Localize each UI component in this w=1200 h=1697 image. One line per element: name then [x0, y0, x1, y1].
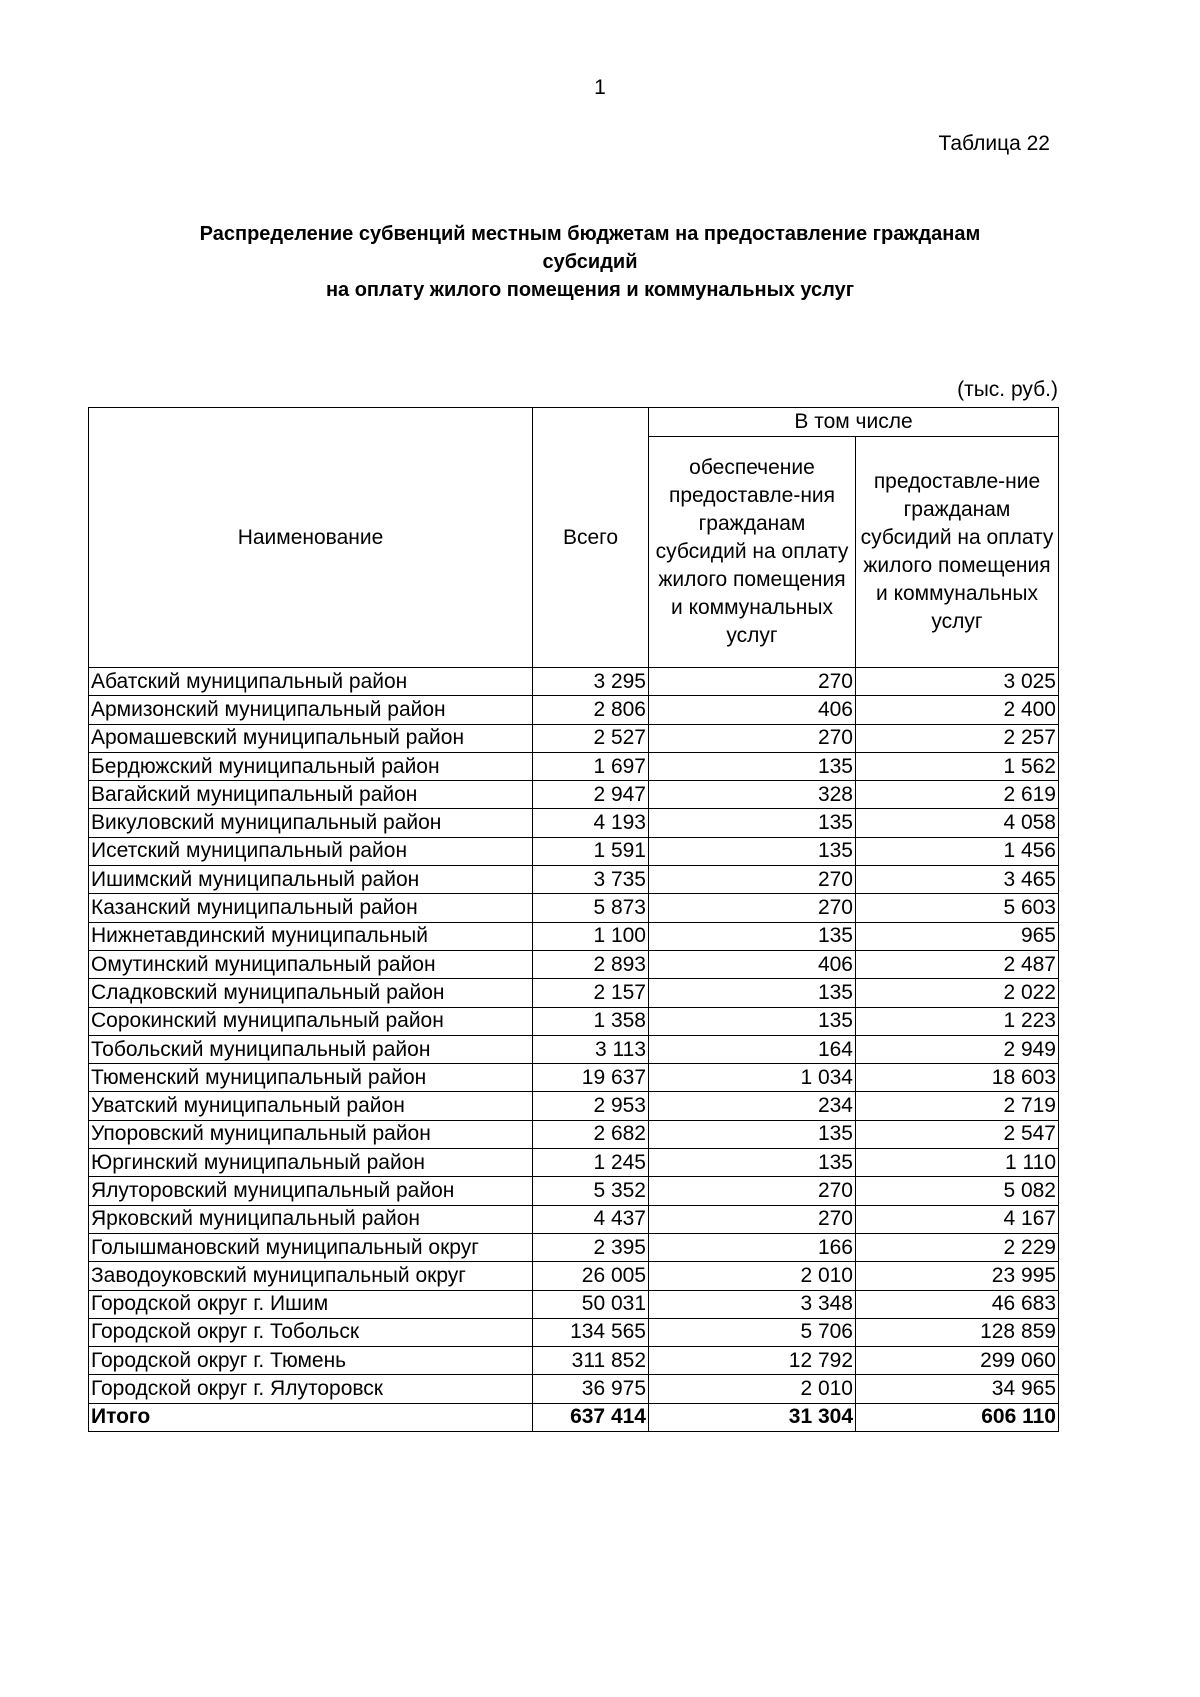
cell-name: Городской округ г. Ялуторовск: [89, 1375, 533, 1403]
cell-grant: 4 167: [856, 1205, 1059, 1233]
cell-grant: 2 719: [856, 1092, 1059, 1120]
cell-provision: 234: [649, 1092, 856, 1120]
cell-grant: 1 562: [856, 752, 1059, 780]
title-line: Распределение субвенций местным бюджетам на предоставление гражданам: [199, 223, 981, 245]
cell-total: 1 100: [533, 922, 649, 950]
cell-name: Сладковский муниципальный район: [89, 979, 533, 1007]
cell-name: Итого: [89, 1403, 533, 1431]
cell-name: Аромашевский муниципальный район: [89, 724, 533, 752]
table-row: [89, 1092, 1059, 1120]
table-row: [89, 894, 1059, 922]
table-row: [89, 1233, 1059, 1261]
cell-name: Нижнетавдинский муниципальный: [89, 922, 533, 950]
header-grant: предоставле-ние гражданам субсидий на оплату жилого помещения и коммунальных услуг: [856, 437, 1059, 668]
cell-provision: 135: [649, 752, 856, 780]
cell-grant: 2 619: [856, 781, 1059, 809]
cell-grant: 2 257: [856, 724, 1059, 752]
cell-provision: 270: [649, 866, 856, 894]
table-row: [89, 866, 1059, 894]
header-group: В том числе: [649, 408, 1059, 437]
table-row: [89, 781, 1059, 809]
cell-total: 2 527: [533, 724, 649, 752]
table-row: [89, 1318, 1059, 1346]
cell-grant: 606 110: [856, 1403, 1059, 1431]
cell-grant: 1 110: [856, 1149, 1059, 1177]
cell-total: 2 157: [533, 979, 649, 1007]
header-name: Наименование: [89, 408, 533, 668]
cell-grant: 5 082: [856, 1177, 1059, 1205]
cell-grant: 2 547: [856, 1120, 1059, 1148]
cell-total: 3 113: [533, 1035, 649, 1063]
cell-provision: 135: [649, 1007, 856, 1035]
cell-provision: 135: [649, 837, 856, 865]
cell-name: Уватский муниципальный район: [89, 1092, 533, 1120]
header-total: Всего: [533, 408, 649, 668]
cell-total: 50 031: [533, 1290, 649, 1318]
cell-name: Вагайский муниципальный район: [89, 781, 533, 809]
cell-name: Ялуторовский муниципальный район: [89, 1177, 533, 1205]
cell-provision: 135: [649, 979, 856, 1007]
cell-name: Абатский муниципальный район: [89, 668, 533, 696]
subsidy-table: [88, 407, 1059, 1432]
cell-name: Казанский муниципальный район: [89, 894, 533, 922]
title-line: субсидий: [542, 251, 638, 273]
table-row: [89, 1205, 1059, 1233]
table-row: [89, 696, 1059, 724]
document-title: [90, 220, 1090, 304]
cell-total: 1 245: [533, 1149, 649, 1177]
table-row: [89, 1347, 1059, 1375]
cell-grant: 5 603: [856, 894, 1059, 922]
unit-label: (тыс. руб.): [957, 378, 1058, 401]
table-row: [89, 1149, 1059, 1177]
cell-total: 637 414: [533, 1403, 649, 1431]
cell-name: Армизонский муниципальный район: [89, 696, 533, 724]
table-row: [89, 837, 1059, 865]
cell-grant: 2 487: [856, 950, 1059, 978]
page-number: 1: [594, 76, 606, 99]
cell-grant: 3 465: [856, 866, 1059, 894]
cell-name: Бердюжский муниципальный район: [89, 752, 533, 780]
cell-name: Сорокинский муниципальный район: [89, 1007, 533, 1035]
table-row: [89, 1120, 1059, 1148]
cell-name: Городской округ г. Ишим: [89, 1290, 533, 1318]
cell-total: 36 975: [533, 1375, 649, 1403]
cell-total: 311 852: [533, 1347, 649, 1375]
table-row: [89, 950, 1059, 978]
cell-grant: 2 949: [856, 1035, 1059, 1063]
cell-total: 4 193: [533, 809, 649, 837]
cell-provision: 1 034: [649, 1064, 856, 1092]
cell-grant: 299 060: [856, 1347, 1059, 1375]
table-row: [89, 922, 1059, 950]
cell-provision: 135: [649, 1149, 856, 1177]
cell-name: Заводоуковский муниципальный округ: [89, 1262, 533, 1290]
cell-provision: 406: [649, 696, 856, 724]
table-row: [89, 752, 1059, 780]
cell-total: 3 295: [533, 668, 649, 696]
table-row: [89, 1035, 1059, 1063]
cell-grant: 23 995: [856, 1262, 1059, 1290]
cell-grant: 2 022: [856, 979, 1059, 1007]
cell-total: 26 005: [533, 1262, 649, 1290]
cell-name: Голышмановский муниципальный округ: [89, 1233, 533, 1261]
cell-provision: 166: [649, 1233, 856, 1261]
table-row: [89, 1262, 1059, 1290]
table-row: [89, 1290, 1059, 1318]
table-row: [89, 1064, 1059, 1092]
table-row: [89, 668, 1059, 696]
cell-grant: 4 058: [856, 809, 1059, 837]
cell-grant: 3 025: [856, 668, 1059, 696]
cell-provision: 5 706: [649, 1318, 856, 1346]
cell-name: Тюменский муниципальный район: [89, 1064, 533, 1092]
cell-name: Упоровский муниципальный район: [89, 1120, 533, 1148]
table-row: [89, 979, 1059, 1007]
cell-grant: 2 229: [856, 1233, 1059, 1261]
cell-total: 134 565: [533, 1318, 649, 1346]
cell-total: 1 697: [533, 752, 649, 780]
table-label: Таблица 22: [938, 132, 1050, 155]
cell-grant: 1 456: [856, 837, 1059, 865]
cell-provision: 135: [649, 809, 856, 837]
cell-name: Тобольский муниципальный район: [89, 1035, 533, 1063]
cell-provision: 270: [649, 894, 856, 922]
cell-grant: 34 965: [856, 1375, 1059, 1403]
cell-total: 5 352: [533, 1177, 649, 1205]
cell-name: Ишимский муниципальный район: [89, 866, 533, 894]
cell-grant: 46 683: [856, 1290, 1059, 1318]
cell-name: Исетский муниципальный район: [89, 837, 533, 865]
cell-provision: 270: [649, 1177, 856, 1205]
cell-total: 1 591: [533, 837, 649, 865]
cell-provision: 2 010: [649, 1375, 856, 1403]
cell-total: 1 358: [533, 1007, 649, 1035]
cell-provision: 328: [649, 781, 856, 809]
cell-provision: 3 348: [649, 1290, 856, 1318]
cell-total: 2 947: [533, 781, 649, 809]
cell-provision: 270: [649, 724, 856, 752]
table-row: [89, 1177, 1059, 1205]
cell-provision: 270: [649, 668, 856, 696]
cell-total: 2 893: [533, 950, 649, 978]
cell-provision: 135: [649, 922, 856, 950]
cell-provision: 31 304: [649, 1403, 856, 1431]
cell-provision: 135: [649, 1120, 856, 1148]
cell-grant: 128 859: [856, 1318, 1059, 1346]
cell-name: Викуловский муниципальный район: [89, 809, 533, 837]
cell-total: 2 395: [533, 1233, 649, 1261]
cell-provision: 164: [649, 1035, 856, 1063]
cell-total: 2 953: [533, 1092, 649, 1120]
table-row: [89, 809, 1059, 837]
cell-total: 2 806: [533, 696, 649, 724]
cell-grant: 2 400: [856, 696, 1059, 724]
header-provision: обеспечение предоставле-ния гражданам субсидий на оплату жилого помещения и коммунальных услуг: [649, 437, 856, 668]
cell-provision: 406: [649, 950, 856, 978]
cell-total: 5 873: [533, 894, 649, 922]
cell-grant: 965: [856, 922, 1059, 950]
table-row: [89, 1375, 1059, 1403]
cell-total: 19 637: [533, 1064, 649, 1092]
title-line: на оплату жилого помещения и коммунальных услуг: [325, 279, 855, 301]
cell-provision: 2 010: [649, 1262, 856, 1290]
cell-provision: 270: [649, 1205, 856, 1233]
cell-grant: 1 223: [856, 1007, 1059, 1035]
cell-grant: 18 603: [856, 1064, 1059, 1092]
cell-name: Юргинский муниципальный район: [89, 1149, 533, 1177]
table-row: [89, 724, 1059, 752]
cell-name: Ярковский муниципальный район: [89, 1205, 533, 1233]
cell-total: 3 735: [533, 866, 649, 894]
cell-name: Городской округ г. Тюмень: [89, 1347, 533, 1375]
cell-total: 4 437: [533, 1205, 649, 1233]
total-row: [89, 1403, 1059, 1431]
cell-name: Омутинский муниципальный район: [89, 950, 533, 978]
table-body: [89, 668, 1059, 1432]
cell-provision: 12 792: [649, 1347, 856, 1375]
cell-total: 2 682: [533, 1120, 649, 1148]
table-row: [89, 1007, 1059, 1035]
cell-name: Городской округ г. Тобольск: [89, 1318, 533, 1346]
